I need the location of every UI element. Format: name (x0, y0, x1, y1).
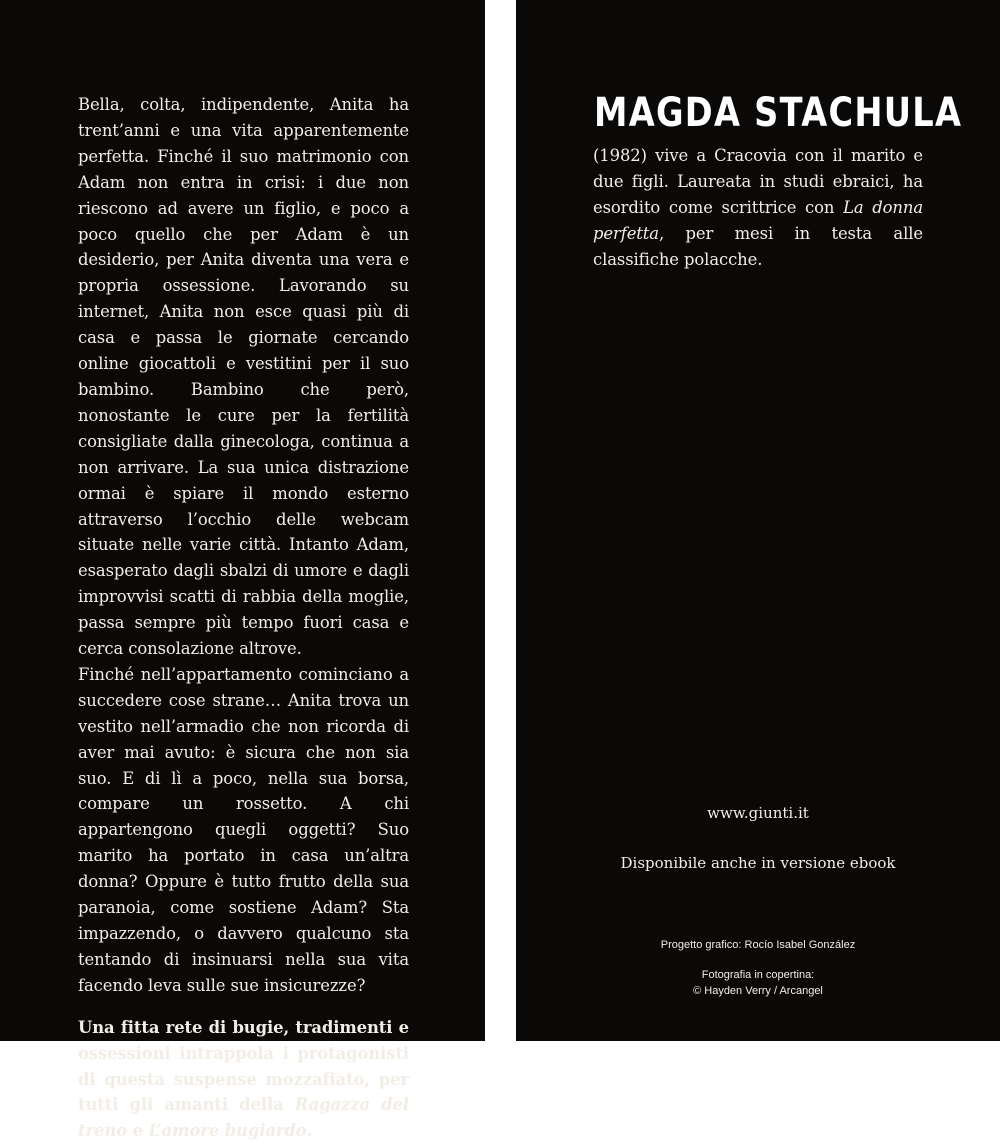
tagline-end: . (306, 1121, 313, 1141)
bio-book-title: La donna perfetta (593, 197, 923, 243)
photo-credit-line-2: © Hayden Verry / Arcangel (693, 985, 823, 997)
flap-panel (516, 0, 1000, 1041)
author-bio (593, 143, 923, 273)
bio-text: (1982) vive a Cracovia con il marito e due figli. Laureata in studi ebraici, ha esordito come scrittrice con (593, 146, 923, 217)
website-link[interactable]: www.giunti.it (707, 804, 809, 822)
synopsis-paragraph-1: Bella, colta, indipendente, Anita ha trent’anni e una vita apparentemente perfetta. Finché il suo matrimonio con Adam non entra in crisi: i due non riescono ad avere un figlio, e poco a poco quello che per Adam è un desiderio, per Anita diventa una vera e propria ossessione. Lavorando su internet, Anita non esce quasi più di casa e passa le giornate cercando online giocattoli e vestitini per il suo bambino. Bambino che però, nonostante le cure per la fertilità consigliate dalla ginecologa, continua a non arrivare. La sua unica distrazione ormai è spiare il mondo esterno attraverso l’occhio delle webcam situate nelle varie città. Intanto Adam, esasperato dagli sbalzi di umore e dagli improvvisi scatti di rabbia della moglie, passa sempre più tempo fuori casa e cerca consolazione altrove. (78, 95, 409, 659)
tagline-title-1: Ragazza del treno (78, 1095, 409, 1141)
tagline (78, 1015, 409, 1144)
tagline-conjunction: e (126, 1121, 149, 1141)
synopsis-paragraph-2: Finché nell’appartamento cominciano a succedere cose strane… Anita trova un vestito nell’armadio che non ricorda di aver mai avuto: è sicura che non sia suo. E di lì a poco, nella sua borsa, compare un rossetto. A chi appartengono quegli oggetti? Suo marito ha portato in casa un’altra donna? Oppure è tutto frutto della sua paranoia, come sostiene Adam? Sta impazzendo, o davvero qualcuno sta tentando di insinuarsi nella sua vita facendo leva sulle sue insicurezze? (78, 664, 409, 995)
gutter (485, 0, 516, 1041)
synopsis (78, 92, 409, 999)
ebook-note: Disponibile anche in versione ebook (620, 854, 896, 872)
photo-credit (516, 967, 1000, 999)
photo-credit-line-1: Fotografia in copertina: (701, 969, 815, 981)
author-name: MAGDA STACHULA (594, 90, 963, 136)
design-credit: Progetto grafico: Rocío Isabel González (660, 939, 856, 951)
back-cover-panel (0, 0, 485, 1141)
tagline-text: Una fitta rete di bugie, tradimenti e ossessioni intrappola i protagonisti di questa suspense mozzafiato, per tutti gli amanti della (78, 1017, 409, 1115)
tagline-title-2: L’amore bugiardo (148, 1121, 307, 1141)
bio-text-end: , per mesi in testa alle classifiche polacche. (593, 223, 923, 269)
